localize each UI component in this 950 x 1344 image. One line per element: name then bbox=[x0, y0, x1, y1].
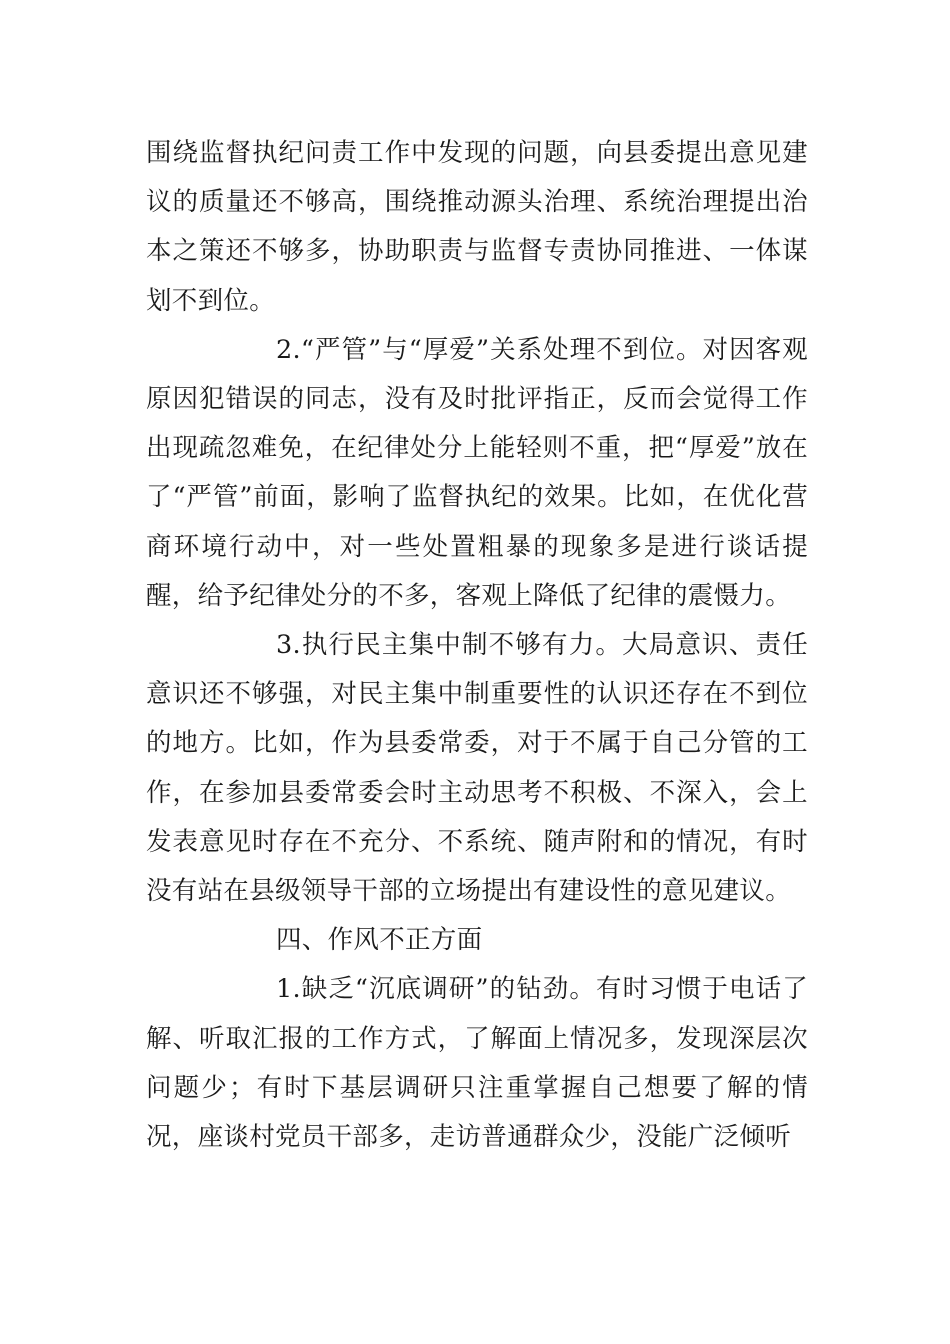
paragraph-item-1-research: 1.缺乏“沉底调研”的钻劲。有时习惯于电话了解、听取汇报的工作方式，了解面上情况多，发现深层次问题少；有时下基层调研只注重掌握自己想要了解的情况，座谈村党员干部多，走访普通群众少，没能广泛倾听 bbox=[146, 974, 808, 1153]
paragraph-item-3-democratic-centralism: 3.执行民主集中制不够有力。大局意识、责任意识还不够强，对民主集中制重要性的认识还存在不到位的地方。比如，作为县委常委，对于不属于自己分管的工作，在参加县委常委会时主动思考不积极、不深入，会上发表意见时存在不充分、不系统、随声附和的情况，有时没有站在县级领导干部的立场提出有建设性的意见建议。 bbox=[146, 630, 808, 907]
paragraph-continuation: 围绕监督执纪问责工作中发现的问题，向县委提出意见建议的质量还不够高，围绕推动源头治理、系统治理提出治本之策还不够多，协助职责与监督专责协同推进、一体谋划不到位。 bbox=[146, 138, 808, 316]
section-heading-work-style: 四、作风不正方面 bbox=[276, 925, 483, 956]
document-body bbox=[146, 129, 808, 1162]
paragraph-item-2-strict-care: 2.“严管”与“厚爱”关系处理不到位。对因客观原因犯错误的同志，没有及时批评指正，反而会觉得工作出现疏忽难免，在纪律处分上能轻则不重，把“厚爱”放在了“严管”前面，影响了监督执纪的效果。比如，在优化营商环境行动中，对一些处置粗暴的现象多是进行谈话提醒，给予纪律处分的不多，客观上降低了纪律的震慑力。 bbox=[146, 334, 808, 611]
